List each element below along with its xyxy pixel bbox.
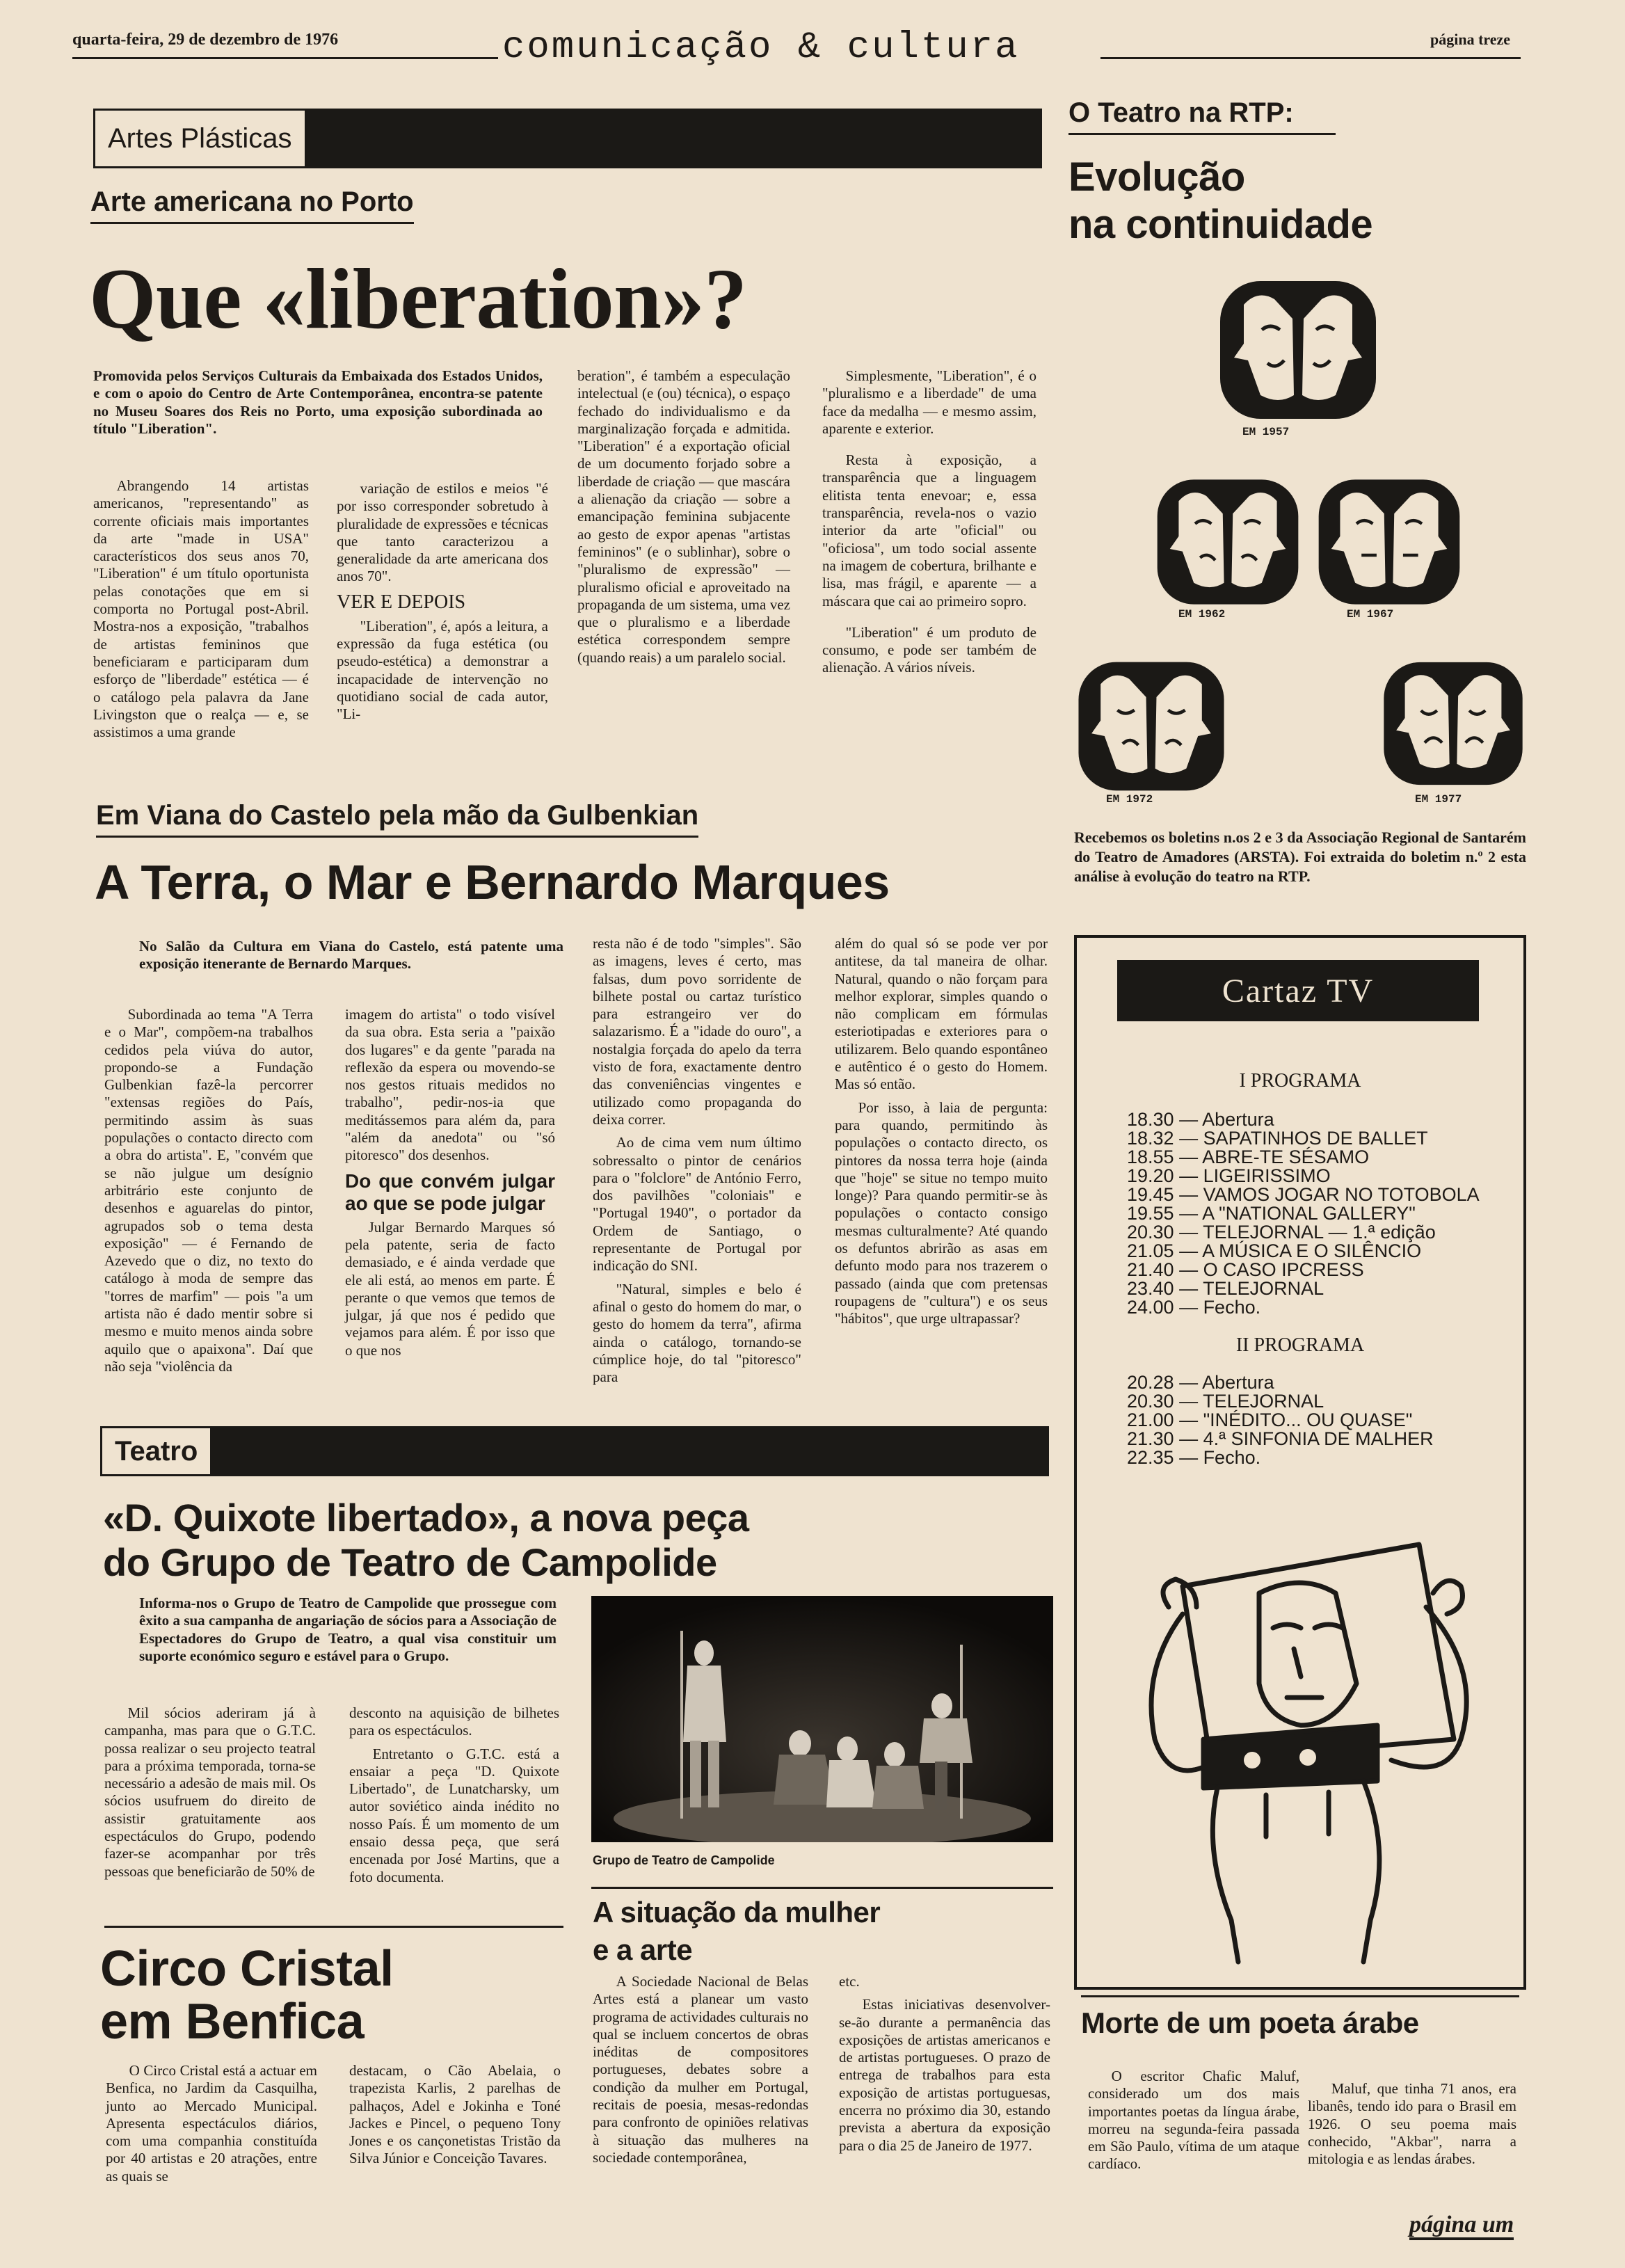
mask-label-1977: EM 1977 [1415, 793, 1462, 806]
viana-col2a-text: imagem do artista" o todo visível da sua obra. Esta seria a "paixão dos lugares" e da gente "parada na reflexão da espera ou movendo-se nos gestos rituais medidos no trabalho", pedir-nos-ia que meditássemos para além da, para "além da anedota" ou "só pitoresco" dos desenhos. [345, 1006, 555, 1164]
tv-schedule-item: 21.05 — A MÚSICA E O SILÊNCIO [1127, 1240, 1422, 1261]
viana-col3c-text: "Natural, simples e belo é afinal o gesto do homem do mar, o gesto do homem da terra", afirma ainda o catálogo, tornando-se cúmplice hoje, do tal "pitoresco" para [593, 1280, 801, 1386]
tv-schedule-item: 18.55 — ABRE-TE SÉSAMO [1127, 1147, 1370, 1167]
tv-schedule-item: 21.00 — "INÉDITO... OU QUASE" [1127, 1409, 1413, 1430]
viana-lead-text: No Salão da Cultura em Viana do Castelo, está patente uma exposição itenerante de Bernardo Marques. [139, 938, 563, 973]
artes-col4a-text: Simplesmente, "Liberation", é o "pluralismo e a liberdade" de uma face da medalha — e mesmo assim, aparente e exterior. [822, 367, 1036, 437]
mask-label-1967: EM 1967 [1347, 608, 1394, 621]
viana-col4a-text: além do qual só se pode ver por antitese, da tal maneira de olhar. Natural, quando o não forçam para melhor explorar, simples quando o não complicam em fórmulas esteriotipadas e exteriores para o utilizarem. Belo quando espontâneo e autêntico é o gesto do Homem. Mas só então. [835, 935, 1048, 1093]
rtp-title-line2: na continuidade [1068, 202, 1373, 247]
tv-schedule-item: 21.40 — O CASO IPCRESS [1127, 1259, 1364, 1280]
tv-schedule-item: 21.30 — 4.ª SINFONIA DE MALHER [1127, 1428, 1434, 1449]
cartaz-prog2-heading: II PROGRAMA [1235, 1334, 1365, 1356]
artes-col2a-text: variação de estilos e meios "é por isso corresponder sobretudo à pluralidade de expressões e técnicas que tanto caracterizou a generalidade da arte americana dos anos 70". [337, 480, 548, 585]
teatro-col2b-text: Entretanto o G.T.C. está a ensaiar a peça "D. Quixote Libertado", de Lunatcharsky, um autor soviético ainda inédito no nosso País. É um momento de um ensaio dessa peça, que será encenada por José Martins, que a foto documenta. [349, 1745, 559, 1885]
viana-col3a-text: resta não é de todo "simples". São as imagens, leves é certo, mas falsas, dum povo sorridente de bilhete postal ou cartaz turístico para estrangeiro ver do salazarismo. É a "idade do ouro", a nostalgia forçada do apelo da terra visto de fora, exactamente dentro das conveniências vingentes e utilizado como propaganda do deixa correr. [593, 935, 801, 1128]
viana-kicker: Em Viana do Castelo pela mão da Gulbenkian [96, 800, 698, 838]
teatro-photo [591, 1596, 1053, 1842]
mask-1977-illustration [1380, 654, 1526, 793]
rtp-caption: Recebemos os boletins n.os 2 e 3 da Associação Regional de Santarém do Teatro de Amadores (ARSTA). Foi extraida do boletim n.º 2 esta análise à evolução do teatro na RTP. [1074, 829, 1526, 885]
cartaz-prog1-list [1127, 1110, 1516, 1317]
viana-col-3 [593, 935, 801, 1391]
circo-title-line1: Circo Cristal [100, 1941, 394, 1997]
poeta-top-rule [1081, 1995, 1519, 1997]
masthead-rule-right [1100, 57, 1521, 59]
teatro-col2a-text: desconto na aquisição de bilhetes para os espectáculos. [349, 1704, 559, 1739]
artes-col4c-text: "Liberation" é um produto de consumo, e pode ser também de alienação. A vários níveis. [822, 623, 1036, 676]
tv-schedule-item: 18.30 — Abertura [1127, 1109, 1274, 1130]
masthead-page: página treze [1430, 31, 1511, 48]
tv-schedule-item: 20.30 — TELEJORNAL [1127, 1391, 1324, 1412]
tv-schedule-item: 23.40 — TELEJORNAL [1127, 1278, 1324, 1299]
viana-col3b-text: Ao de cima vem num último sobressalto o pintor de cenários para o "folclore" de António Ferro, dos pavilhões "coloniais" e "Portugal 1940", o portador da Ordem de Santiago, o representante de Portugal por indicação do SNI. [593, 1134, 801, 1275]
artes-title: Que «liberation»? [89, 251, 747, 346]
artes-col-1 [93, 367, 543, 443]
artes-kicker: Arte americana no Porto [90, 186, 414, 224]
circo-title-line2: em Benfica [100, 1994, 365, 2050]
viana-col-2 [345, 1006, 555, 1365]
footer-page-label: página um [1409, 2212, 1514, 2240]
circo-col-2 [349, 2062, 561, 2173]
viana-col-4 [835, 935, 1048, 1334]
artes-col3-text: beration", é também a especulação intelectual (e (ou) técnica), o espaço fechado do individualismo e da marginalização forçada e admitida. "Liberation" é a exportação oficial de um documento forjado sobre a liberdade de criação — que mascára a alienação da criação — sobre a emancipação feminina subjacente ao gesto de expor apenas "artistas femininos" (e o sublinhar), sobre o "pluralismo de expressão" — pluralismo oficial e aproveitado na propaganda de um sistema, uma vez que o pluralismo e a liberdade estética correspondem sempre (quando reais) a um paralelo social. [577, 367, 790, 666]
poeta-title: Morte de um poeta árabe [1081, 2006, 1419, 2039]
teatro-col1-text: Mil sócios aderiram já à campanha, mas para que o G.T.C. possa realizar o seu projecto teatral para a próxima temporada, torna-se necessário a adesão de mais mil. Os sócios usufruem do direito de assistir gratuitamente aos espectáculos do Grupo, podendo fazer-se acompanhar por três pessoas que beneficiarão de 50% de [104, 1704, 316, 1880]
tv-schedule-item: 20.30 — TELEJORNAL — 1.ª edição [1127, 1222, 1436, 1243]
mask-1957-illustration [1216, 277, 1380, 423]
viana-title: A Terra, o Mar e Bernardo Marques [95, 855, 890, 909]
mulher-title-line1: A situação da mulher [593, 1896, 881, 1928]
viana-subhead: Do que convém julgar ao que se pode julgar [345, 1169, 555, 1214]
teatro-title-line2: do Grupo de Teatro de Campolide [103, 1540, 717, 1584]
artes-col-4 [822, 367, 1036, 682]
poeta-col2-text: Maluf, que tinha 71 anos, era libanês, tendo ido para o Brasil em 1926. O seu poema mais conhecido, "Akbar", narra a mitologia e as lendas árabes. [1308, 2080, 1516, 2168]
mask-1962-illustration [1153, 476, 1302, 608]
artes-col2b-text: "Liberation", é, após a leitura, a expressão da fuga estética (ou pseudo-estética) a demonstrar a incapacidade de intervenção no quotidiano social de cada autor, "Li- [337, 617, 548, 723]
artes-col1-text: Abrangendo 14 artistas americanos, "representando" as corrente oficiais mais importantes da arte "made in USA" característicos dos seus anos 70, "Liberation" é um título oportunista pelas conotações que em si comporta no Portugal post-Abril. Mostra-nos a exposição, "trabalhos de artistas femininos que beneficiaram e participaram dum esforço de "liberdade" estética — é o catálogo pela palavra da Jane Livingston que o realça — e, se assistimos a uma grande [93, 477, 309, 741]
artes-col-2 [337, 480, 548, 729]
mask-1967-illustration [1315, 476, 1464, 608]
teatro-section-label: Teatro [100, 1426, 212, 1476]
viana-col-1 [104, 1006, 313, 1381]
artes-col-3 [577, 367, 790, 672]
masthead-rule-left [72, 57, 498, 59]
viana-col4b-text: Por isso, à laia de pergunta: para quando, permitindo às populações o contacto directo, os pintores da nossa terra hoje (ainda que "hoje" se situe no tempo muito longe)? Para quando permitir-se às populações o contacto consigo mesmas culturalmente? Até quando os defuntos abrirão as asas em defunto modo para nos trazerem o passado (ainda que com pretensas roupagens de "cultura") e os seus "hábitos", que urge ultrapassar? [835, 1099, 1048, 1327]
masthead-section: comunicação & cultura [502, 26, 1020, 69]
teatro-lead-text: Informa-nos o Grupo de Teatro de Campolide que prossegue com êxito a sua campanha de angariação de sócios para a Associação de Espectadores do Grupo de Teatro, a qual visa constituir um suporte económico seguro e estável para o Grupo. [139, 1595, 557, 1664]
rtp-title-line1: Evolução [1068, 154, 1245, 200]
mulher-col2a-text: etc. [839, 1973, 860, 1990]
poeta-col-2 [1308, 2080, 1516, 2173]
tv-schedule-item: 24.00 — Fecho. [1127, 1297, 1261, 1318]
tv-schedule-item: 22.35 — Fecho. [1127, 1447, 1261, 1468]
mask-label-1972: EM 1972 [1106, 793, 1153, 806]
artes-col-1-body [93, 477, 309, 746]
artes-lead: Promovida pelos Serviços Culturais da Embaixada dos Estados Unidos, e com o apoio do Centro de Arte Contemporânea, encontra-se patente no Museu Soares dos Reis no Porto, uma exposição subordinada ao título "Liberation". [93, 367, 543, 437]
circo-top-rule [104, 1926, 563, 1928]
circo-col1-text: O Circo Cristal está a actuar em Benfica, no Jardim da Casquilha, junto ao Mercado Municipal. Apresenta espectáculos diários, com uma companhia constituída por 40 artistas e 20 atrações, entre as quais se [106, 2062, 317, 2185]
cartaz-title-bar [1117, 960, 1479, 1021]
viana-col1-text: Subordinada ao tema "A Terra e o Mar", compõem-na trabalhos cedidos pela viúva do autor, propondo-se a Fundação Gulbenkian fazê-la percorrer "extensas regiões do País, permitindo assim às suas populações o contacto directo com a obra do artista". E, "convém que se não julgue um desígnio arbitrário este conjunto de desenhos e aguarelas do pintor, agrupados sob o tema desta exposição" — é Fernando de Azevedo que o diz, no texto do catálogo à moda de sempre das "torres de marfim" — pois "a um artista não é dado mentir sobre si mesmo e muito menos ainda sobre aquilo que o apaixona". Daí que não seja "violência da [104, 1006, 313, 1375]
teatro-col-1 [104, 1704, 316, 1886]
teatro-photo-caption: Grupo de Teatro de Campolide [593, 1853, 775, 1867]
teatro-lead [139, 1595, 557, 1670]
artes-section-bar [93, 109, 1042, 168]
mulher-col2b-text: Estas iniciativas desenvolver-se-ão durante a permanência das exposições de artistas americanos e de artistas portugueses. O prazo de entrega de trabalhos para esta exposição de artistas portuguesas, encerra no próximo dia 30, estando prevista a abertura da exposição para o dia 25 de Janeiro de 1977. [839, 1996, 1050, 2154]
cartaz-prog2-list [1127, 1373, 1516, 1467]
cartaz-title: Cartaz TV [1222, 972, 1375, 1009]
poeta-col1-text: O escritor Chafic Maluf, considerado um dos mais importantes poetas da língua árabe, morreu na segunda-feira passada em São Paulo, vítima de um ataque cardíaco. [1088, 2068, 1299, 2173]
mulher-title-line2: e a arte [593, 1933, 693, 1966]
poeta-col-1 [1088, 2068, 1299, 2179]
tv-schedule-item: 20.28 — Abertura [1127, 1372, 1274, 1393]
tv-schedule-item: 18.32 — SAPATINHOS DE BALLET [1127, 1128, 1428, 1149]
circo-col-1 [106, 2062, 317, 2191]
mask-label-1957: EM 1957 [1242, 426, 1290, 438]
mulher-col-2 [839, 1973, 1050, 2160]
artes-section-label: Artes Plásticas [93, 109, 307, 168]
artes-col4b-text: Resta à exposição, a transparência que a linguagem elitista tenta enevoar; e, essa transparência, revela-nos o vazio interior da arte "oficial" ou "oficiosa", um todo social assente na imagem de cobertura, brilhante e lisa, mas frágil, e aparente — a máscara que cai ao primeiro sopro. [822, 452, 1036, 609]
mask-label-1962: EM 1962 [1178, 608, 1226, 621]
teatro-section-bar [100, 1426, 1049, 1476]
rtp-kicker: O Teatro na RTP: [1068, 97, 1336, 135]
tv-schedule-item: 19.20 — LIGEIRISSIMO [1127, 1165, 1331, 1186]
teatro-title-line1: «D. Quixote libertado», a nova peça [103, 1496, 749, 1540]
viana-col2b-text: Julgar Bernardo Marques só pela patente, seria de facto demasiado, e é ainda verdade que ele ali está, ao menos em parte. É perante o que vemos que temos de julgar, já que nos é pedido que vejamos para além. É por isso que o que nos [345, 1218, 555, 1359]
mulher-col1-text: A Sociedade Nacional de Belas Artes está a planear um vasto programa de actividades culturais no qual se incluem concertos de obras inéditas de compositores portugueses, debates sobre a condição da mulher em Portugal, recitais de poesia, mesas-redondas para confronto de opiniões relativas à situação das mulheres na sociedade contemporânea, [593, 1973, 808, 2166]
teatro-photo-rule [591, 1887, 1053, 1889]
artes-subhead: VER E DEPOIS [337, 591, 466, 613]
teatro-col-2 [349, 1704, 559, 1892]
tv-schedule-item: 19.45 — VAMOS JOGAR NO TOTOBOLA [1127, 1184, 1480, 1205]
cartaz-prog1-heading: I PROGRAMA [1239, 1070, 1361, 1092]
circo-col2-text: destacam, o Cão Abelaia, o trapezista Karlis, 2 parelhas de palhaços, Adel e Jokinha e Toné Jackes e Pincel, o pequeno Tony Jones e os cançonetistas Tristão da Silva Júnior e Conceição Tavares. [349, 2062, 561, 2167]
mulher-col-1 [593, 1973, 808, 2172]
mask-1972-illustration [1074, 658, 1228, 794]
viana-lead [139, 938, 563, 979]
masthead-date: quarta-feira, 29 de dezembro de 1976 [72, 31, 339, 49]
figure-holding-mask-illustration [1127, 1531, 1489, 1976]
tv-schedule-item: 19.55 — A "NATIONAL GALLERY" [1127, 1203, 1416, 1224]
